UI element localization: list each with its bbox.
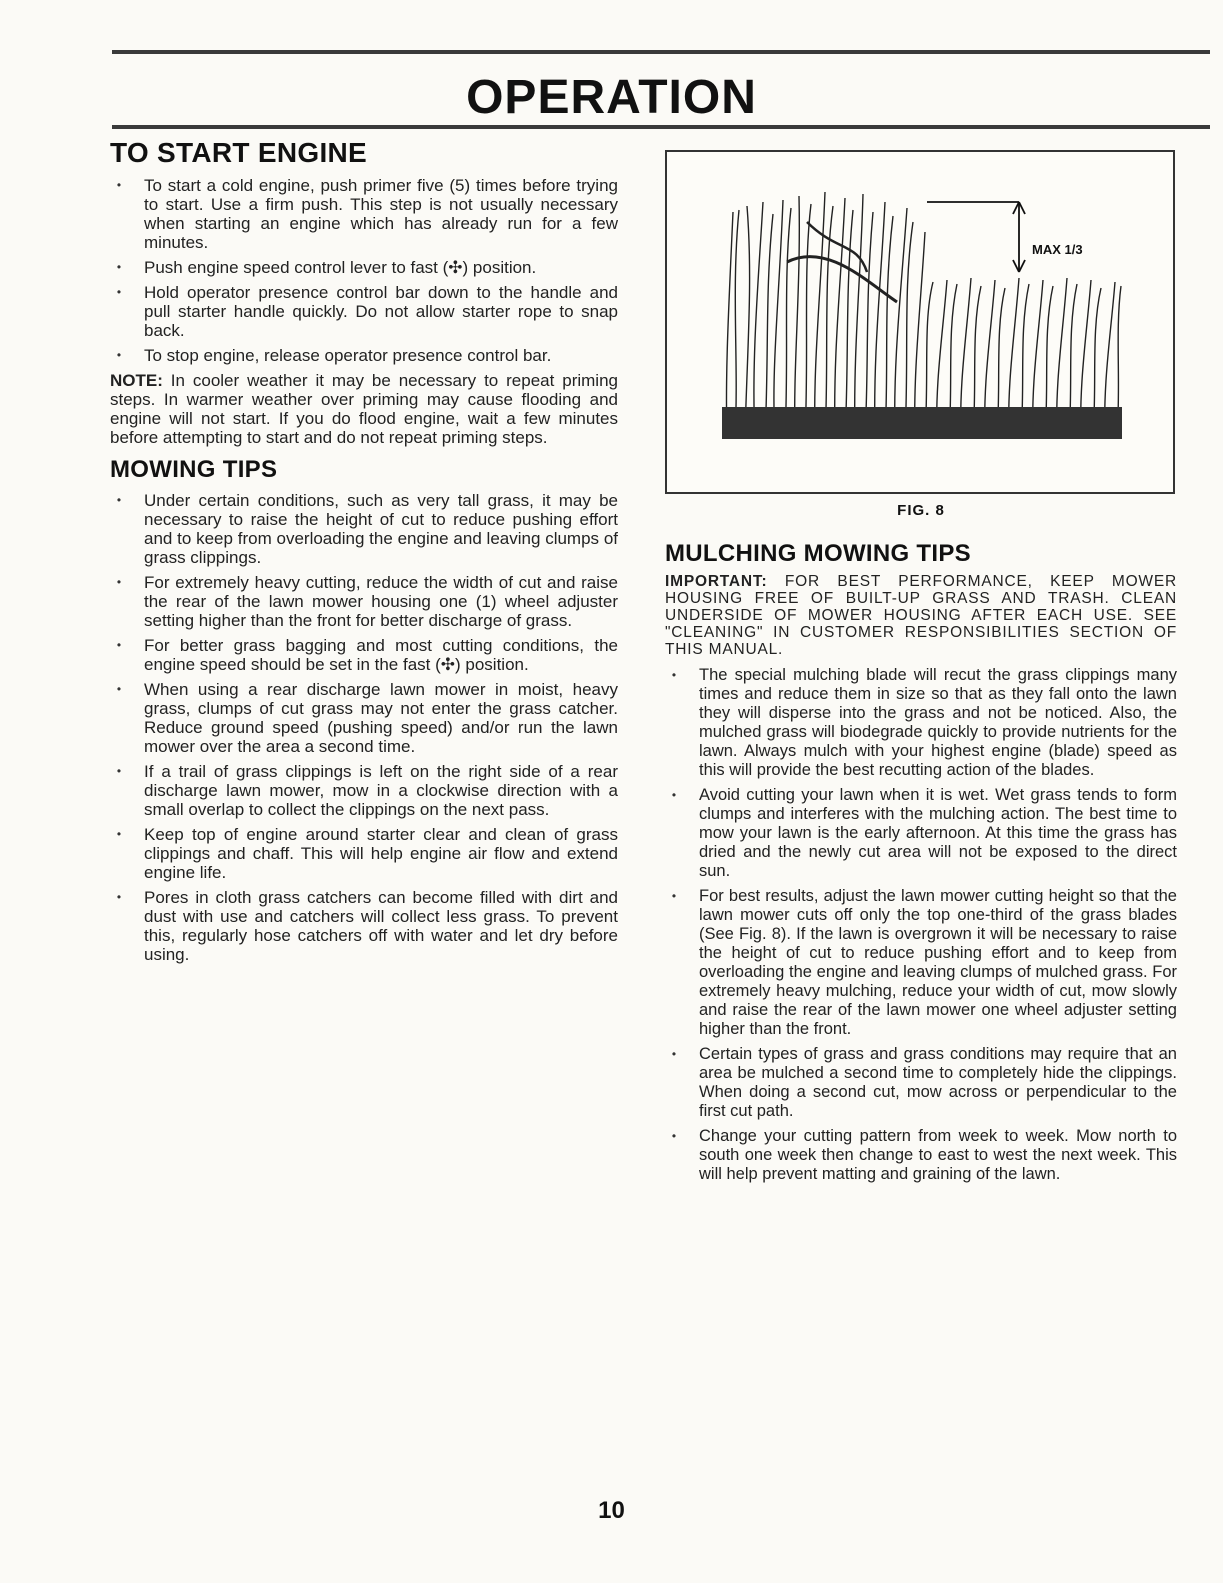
list-item: • Keep top of engine around starter clear and clean of grass clippings and chaff. This will help engine air flow and extend engine life. [110,825,618,882]
list-item: • Certain types of grass and grass conditions may require that an area be mulched a second time to completely hide the clippings. When doing a second cut, mow across or perpendicular to the first cut path. [665,1045,1177,1121]
start-engine-list [110,176,618,365]
bullet-icon: • [671,889,677,903]
max-label: MAX 1/3 [1032,242,1083,257]
grass-illustration [667,152,1173,492]
list-item: • For extremely heavy cutting, reduce the width of cut and raise the rear of the lawn mower housing one (1) wheel adjuster setting higher than the front for better discharge of grass. [110,573,618,630]
list-item: • For better grass bagging and most cutting conditions, the engine speed should be set in the fast (✣) position. [110,636,618,674]
right-column [665,150,1177,1190]
grass-blades [726,192,1121,437]
figure-8 [665,150,1175,494]
bullet-icon: • [116,285,122,299]
start-engine-heading: TO START ENGINE [110,137,368,168]
bullet-icon: • [116,260,122,274]
bullet-icon: • [116,493,122,507]
list-item: • For best results, adjust the lawn mower cutting height so that the lawn mower cuts off only the top one-third of the grass blades (See Fig. 8). If the lawn is overgrown it will be necessary to raise the height of cut to reduce pushing effort and to keep from overloading the engine and leaving clumps of mulched grass. For extremely heavy mulching, reduce your width of cut, mow slowly and raise the rear of the lawn mower one wheel adjuster setting higher than the front. [665,887,1177,1039]
list-item: • Push engine speed control lever to fast (✣) position. [110,258,618,277]
list-item: • When using a rear discharge lawn mower in moist, heavy grass, clumps of cut grass may not enter the grass catcher. Reduce ground speed (pushing speed) and/or run the lawn mower over the area a second time. [110,680,618,756]
bullet-icon: • [116,682,122,696]
bullet-icon: • [671,788,677,802]
bullet-icon: • [116,827,122,841]
bullet-icon: • [116,638,122,652]
bullet-icon: • [671,1047,677,1061]
list-item: • Change your cutting pattern from week to week. Mow north to south one week then change to east to west the next week. This will help prevent matting and graining of the lawn. [665,1127,1177,1184]
bullet-icon: • [116,764,122,778]
mulching-tips-heading: MULCHING MOWING TIPS [665,540,971,567]
list-item: • Hold operator presence control bar down to the handle and pull starter handle quickly. Do not allow starter rope to snap back. [110,283,618,340]
important-label: IMPORTANT: [665,573,768,590]
note-paragraph [110,371,618,447]
bullet-icon: • [116,178,122,192]
figure-caption: FIG. 8 [897,502,945,519]
important-paragraph [665,573,1177,658]
list-item: • Under certain conditions, such as very tall grass, it may be necessary to raise the height of cut to reduce pushing effort and to keep from overloading the engine and leaving clumps of grass clippings. [110,491,618,567]
mowing-tips-list [110,491,618,964]
page-number: 10 [598,1497,625,1524]
list-item: • The special mulching blade will recut the grass clippings many times and reduce them in size so that as they fall onto the lawn they will disperse into the grass and not be noticed. Also, the mulched grass will biodegrade quickly to provide nutrients for the lawn. Always mulch with your highest engine (blade) speed as this will provide the best recutting action of the blades. [665,666,1177,780]
list-item: • Pores in cloth grass catchers can become filled with dirt and dust with use and catchers will collect less grass. To prevent this, regularly hose catchers off with water and let dry before using. [110,888,618,964]
bullet-icon: • [116,575,122,589]
note-label: NOTE: [110,371,163,390]
bullet-icon: • [116,348,122,362]
max-height-bracket [927,202,1025,272]
list-item: • Avoid cutting your lawn when it is wet. Wet grass tends to form clumps and interferes with the mulching action. The best time to mow your lawn is the early afternoon. At this time the grass has dried and the newly cut area will not be exposed to the direct sun. [665,786,1177,881]
bullet-icon: • [671,668,677,682]
title-rule [112,125,1210,129]
list-item: • To stop engine, release operator presence control bar. [110,346,618,365]
note-text: In cooler weather it may be necessary to repeat priming steps. In warmer weather over priming may cause flooding and engine will not start. If you do flood engine, wait a few minutes before attempting to start and do not repeat priming steps. [110,371,618,447]
grass-base [722,407,1122,439]
left-column [110,138,618,970]
mowing-tips-heading: MOWING TIPS [110,456,278,483]
list-item: • To start a cold engine, push primer five (5) times before trying to start. Use a firm push. This step is not usually necessary when starting an engine which has already run for a few minutes. [110,176,618,252]
top-rule [112,50,1210,54]
important-text: FOR BEST PERFORMANCE, KEEP MOWER HOUSING FREE OF BUILT-UP GRASS AND TRASH. CLEAN UNDERSIDE OF MOWER HOUSING AFTER EACH USE. SEE "CLEANING" IN CUSTOMER RESPONSIBILITIES SECTION OF THIS MANUAL. [665,573,1177,658]
bullet-icon: • [116,890,122,904]
bullet-icon: • [671,1129,677,1143]
list-item: • If a trail of grass clippings is left on the right side of a rear discharge lawn mower, mow in a clockwise direction with a small overlap to collect the clippings on the next pass. [110,762,618,819]
mulching-tips-list [665,666,1177,1184]
page-title: OPERATION [466,71,757,124]
